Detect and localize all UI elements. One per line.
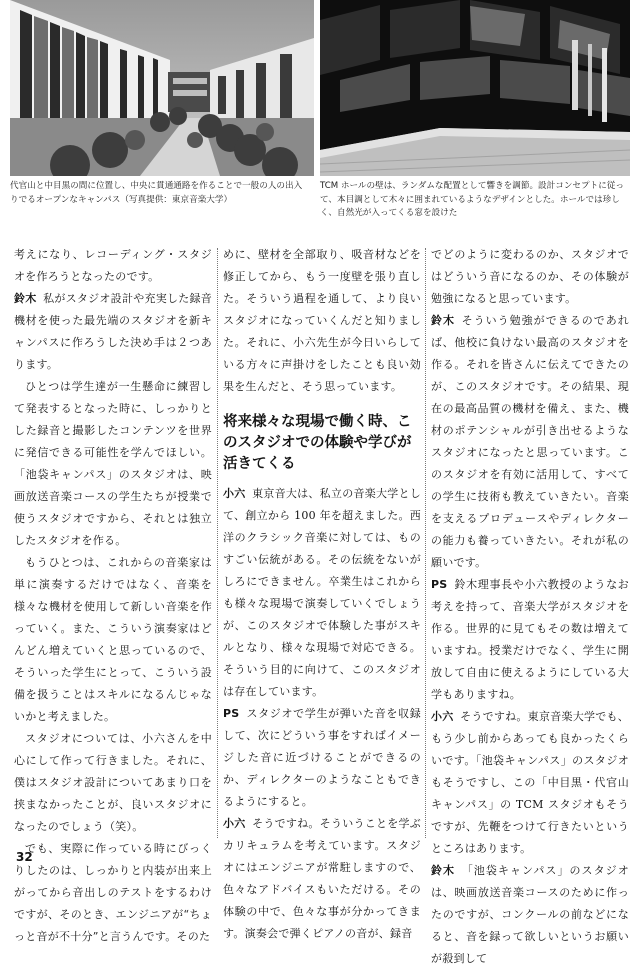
- speaker-label: 小六: [431, 710, 454, 723]
- paragraph-text: スタジオで学生が弾いた音を収録して、次にどういう事をすればイメージした音に近づけることができるのか、ディレクターのようなこともできるようにすると。: [223, 707, 421, 808]
- paragraph-text: そうですね。そういうことを学ぶカリキュラムを考えています。スタジオにはエンジニアが常駐しますので、色々なアドバイスもいただける。その体験の中で、色々な事が分かってきます。演奏会で弾くピアノの音が、録音: [223, 817, 422, 940]
- section-subheading: 将来様々な現場で働く時、このスタジオでの体験や学びが活きてくる: [223, 414, 412, 472]
- campus-photo-caption: 代官山と中目黒の間に位置し、中央に貫通通路を作ることで一般の人の出入りでるオープンなキャンパス（写真提供：東京音楽大学）: [10, 181, 303, 205]
- paragraph: [223, 813, 421, 945]
- speaker-label: 小六: [223, 817, 246, 830]
- paragraph-text: 鈴木理事長や小六教授のようなお考えを持って、音楽大学がスタジオを作る。世界的に見てもその数は増えていますね。授業だけでなく、学生に開放して自由に使えるようにしている大学もありますね。: [431, 578, 629, 701]
- paragraph: 考えになり、レコーディング・スタジオを作ろうとなったのです。: [14, 248, 212, 283]
- paragraph-text: そうですね。東京音楽大学でも、もう少し前からあっても良かったくらいです。「池袋キャンパス」のスタジオもそうですし、この「中目黒・代官山キャンパス」の TCM スタジオもそうですが、先鞭をつけて行きたいというところはあります。: [431, 710, 630, 855]
- paragraph: [431, 860, 629, 970]
- paragraph: [431, 574, 629, 706]
- hall-photo-caption: TCM ホールの壁は、ランダムな配置として響きを調節。設計コンセプトに従って、本目調として木々に囲まれているようなデザインとした。ホールでは珍しく、自然光が入ってくる窓を設けた: [320, 181, 624, 218]
- paragraph: [431, 706, 629, 860]
- paragraph: [223, 703, 421, 813]
- speaker-label: PS: [431, 578, 448, 591]
- speaker-label: 鈴木: [431, 864, 456, 877]
- speaker-label: PS: [223, 707, 240, 720]
- paragraph: ひとつは学生達が一生懸命に練習して発表するとなった時に、しっかりとした録音と撮影したコンテンツを世界に発信できる可能性を学んでほしい。「池袋キャンパス」のスタジオは、映画放送音楽コースの学生たちが授業で使うスタジオですから、それとは独立したスタジオを作る。: [14, 380, 212, 547]
- article-column-3: [431, 244, 629, 970]
- hall-photo: [320, 0, 630, 176]
- paragraph: でも、実際に作っている時にびっくりしたのは、しっかりと内装が出来上がってから音出しのテストをするわけですが、そのとき、エンジニアが“ちょっと音が不十分”と言うんです。そのた: [14, 842, 212, 943]
- paragraph: めに、壁材を全部取り、吸音材などを修正してから、もう一度壁を張り直した。そういう過程を通して、より良いスタジオになっていくんだと知りました。それに、小六先生が今日いらしている方々に声掛けをしたことも良い効果を生んだと、そう思っています。: [223, 248, 421, 393]
- column-divider: [217, 248, 218, 838]
- paragraph: スタジオについては、小六さんを中心にして作って行きました。それに、僕はスタジオ設計についてあまり口を挟まなかったことが、良いスタジオになったのでしょう（笑）。: [14, 732, 212, 833]
- paragraph: [431, 310, 629, 574]
- page-number: 32: [16, 850, 33, 864]
- speaker-label: 鈴木: [14, 292, 37, 305]
- paragraph: もうひとつは、これからの音楽家は単に演奏するだけではなく、音楽を様々な機材を使用して新しい音楽を作っていく。また、こういう演奏家はどんどん増えていくと思っているので、そういった学生にとって、こういう設備を扱うことはスキルになるんじゃないかと考えました。: [14, 556, 212, 723]
- column-divider: [425, 248, 426, 838]
- article-column-1: [14, 244, 212, 948]
- article-column-2: [223, 244, 421, 945]
- paragraph-text: 東京音大は、私立の音楽大学として、創立から 100 年を超えました。西洋のクラシック音楽に対しては、ものすごい伝統がある。その伝統をないがしろにできません。卒業生はこれからも様々な現場で演奏していくでしょうが、このスタジオで体験した事がスキルとなり、様々な現場で対応できる。そういう目的に向けて、このスタジオは存在しています。: [223, 487, 422, 698]
- speaker-label: 鈴木: [431, 314, 456, 327]
- speaker-label: 小六: [223, 487, 246, 500]
- paragraph-text: そういう勉強ができるのであれば、他校に負けない最高のスタジオを作る。それを皆さんに伝えてできたのが、このスタジオです。その結果、現在の最高品質の機材を備え、また、機材のポテンシャルが引き出せるようなスタジオになったと思っています。このスタジオを有効に活用して、すべての学生に技術も教えていきたい。音楽を支えるプロデュースやディレクターの能力も養っていきたい。それが私の願いです。: [431, 314, 630, 569]
- paragraph-text: 私がスタジオ設計や充実した録音機材を使った最先端のスタジオを新キャンパスに作ろうした決め手は２つあります。: [14, 292, 213, 371]
- paragraph-text: 「池袋キャンパス」のスタジオは、映画放送音楽コースのために作ったのですが、コンクールの前などになると、音を録って欲しいというお願いが殺到して: [431, 864, 629, 965]
- campus-photo: [10, 0, 314, 176]
- paragraph: [223, 483, 421, 703]
- paragraph: [14, 288, 212, 376]
- paragraph: でどのように変わるのか、スタジオではどういう音になるのか、その体験が勉強になると思っています。: [431, 248, 629, 305]
